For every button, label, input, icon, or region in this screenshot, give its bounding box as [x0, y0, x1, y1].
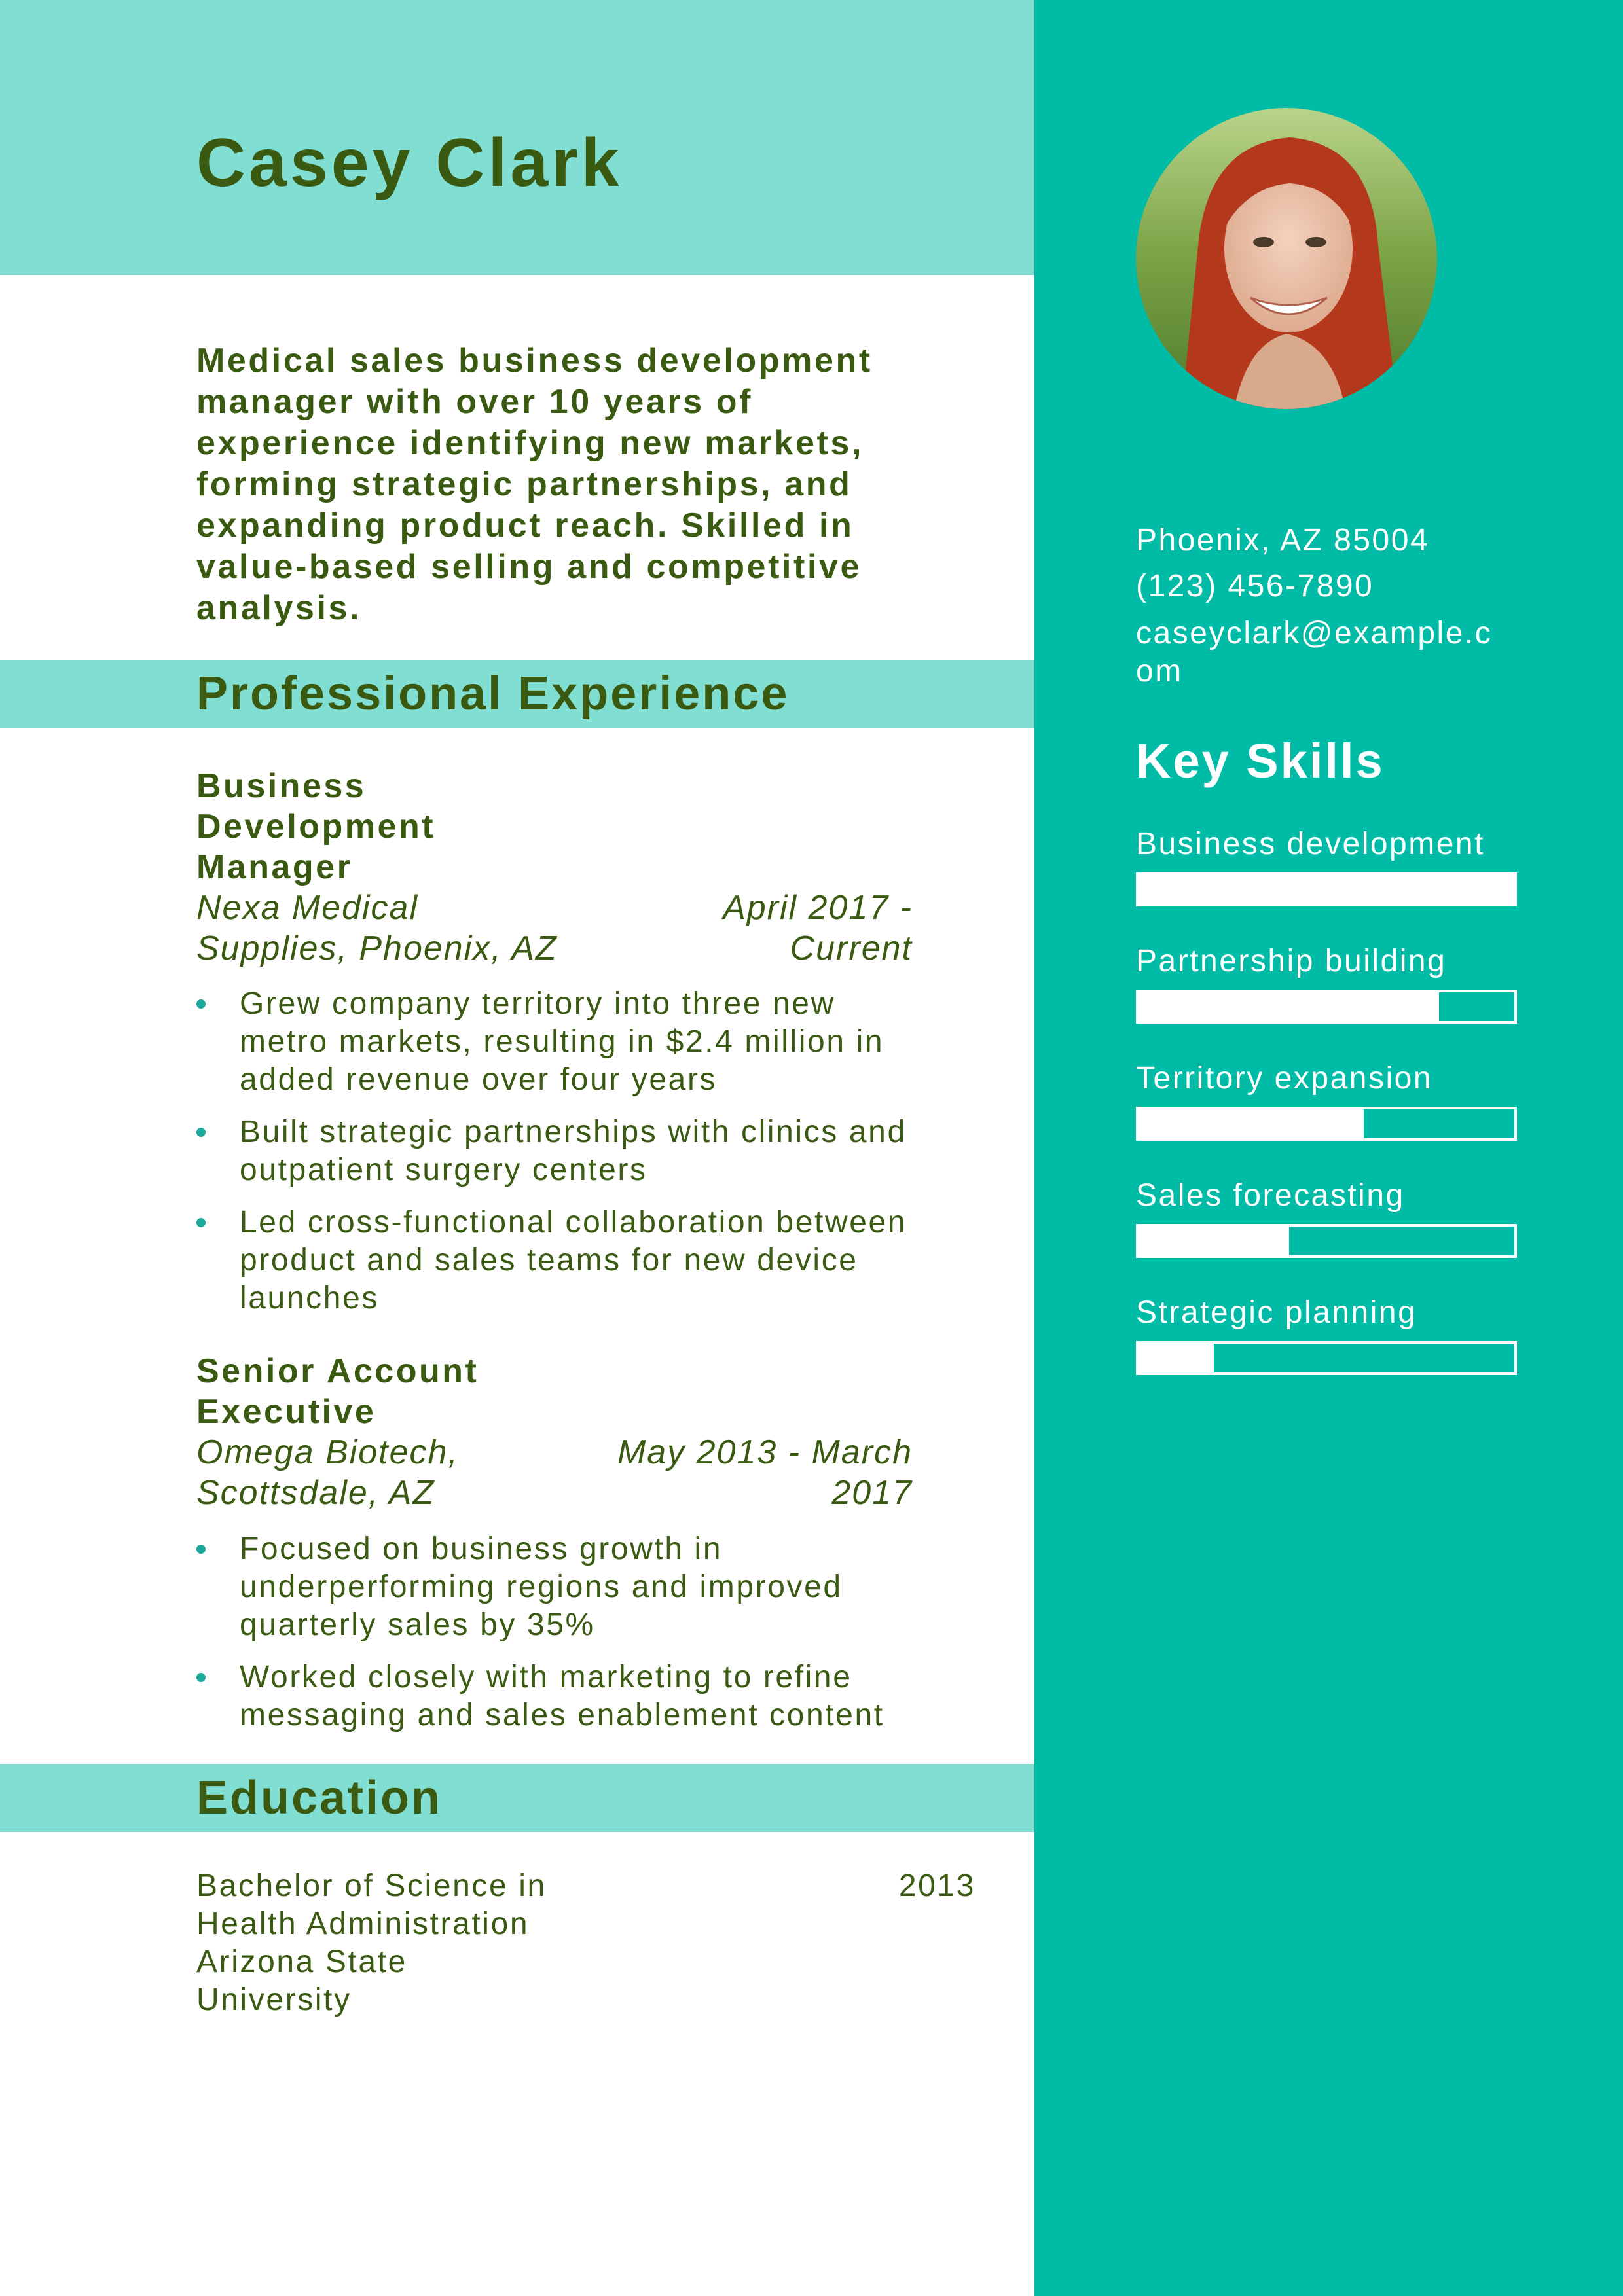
- job-company-line: Scottsdale, AZ: [196, 1474, 435, 1512]
- skills-heading: Key Skills: [1136, 734, 1385, 788]
- job-dates-line: 2017: [831, 1474, 913, 1512]
- skill-bar: [1136, 1341, 1517, 1375]
- education-line: Health Administration: [196, 1907, 530, 1941]
- bullet-line: Led cross-functional collaboration between: [240, 1205, 907, 1240]
- job-company-line: Supplies, Phoenix, AZ: [196, 929, 558, 967]
- skill-bar: [1136, 1107, 1517, 1141]
- job-company: [196, 1432, 563, 1513]
- profile-photo: [1136, 108, 1437, 409]
- education-header-band: [0, 1764, 1034, 1832]
- job-company-line: Omega Biotech,: [196, 1433, 459, 1471]
- bullet-line: outpatient surgery centers: [240, 1153, 647, 1187]
- bullet-item: [196, 1659, 982, 1734]
- job-title-line: Manager: [196, 848, 353, 886]
- bullet-line: Built strategic partnerships with clinics and: [240, 1115, 907, 1149]
- education-heading: Education: [196, 1772, 443, 1824]
- experience-heading: Professional Experience: [196, 668, 790, 720]
- job-bullets: [196, 985, 982, 1332]
- candidate-name: Casey Clark: [196, 125, 623, 201]
- job-company-line: Nexa Medical: [196, 889, 419, 927]
- education-line: Arizona State: [196, 1945, 407, 1979]
- skill-fill: [1139, 875, 1514, 904]
- contact-email[interactable]: [1136, 615, 1529, 691]
- bullet-item: [196, 985, 982, 1099]
- skill-bar: [1136, 872, 1517, 906]
- job-title: [196, 766, 435, 888]
- skill-bar: [1136, 990, 1517, 1024]
- bullet-dot-icon: [196, 1673, 206, 1682]
- skill-fill: [1139, 1344, 1214, 1372]
- bullet-line: messaging and sales enablement content: [240, 1698, 884, 1732]
- education-degree: [196, 1867, 589, 2019]
- skill-fill: [1139, 992, 1439, 1021]
- bullet-item: [196, 1530, 982, 1644]
- bullet-line: added revenue over four years: [240, 1062, 718, 1097]
- bullet-line: launches: [240, 1281, 379, 1316]
- portrait-image: [1136, 108, 1437, 409]
- bullet-line: Focused on business growth in: [240, 1532, 723, 1566]
- bullet-line: Grew company territory into three new: [240, 986, 835, 1021]
- bullet-line: metro markets, resulting in $2.4 million in: [240, 1024, 884, 1059]
- job-title-line: Senior Account: [196, 1352, 479, 1390]
- job-bullets: [196, 1530, 982, 1749]
- skill-label: Sales forecasting: [1136, 1178, 1405, 1213]
- job-title: [196, 1351, 479, 1432]
- skill-label: Partnership building: [1136, 944, 1447, 978]
- contact-email-line: caseyclark@example.c: [1136, 616, 1493, 651]
- education-year: 2013: [898, 1869, 976, 1903]
- bullet-dot-icon: [196, 1545, 206, 1554]
- job-dates: [572, 1432, 913, 1513]
- summary-text: Medical sales business development manager with over 10 years of experience identifying new markets, forming strategic partnerships, and expanding product reach. Skilled in value-based selling and competitive analysis.: [196, 342, 873, 627]
- job-dates-line: May 2013 - March: [617, 1433, 913, 1471]
- job-dates-line: April 2017 -: [723, 889, 913, 927]
- job-title-line: Executive: [196, 1393, 376, 1431]
- bullet-item: [196, 1113, 982, 1189]
- contact-phone: (123) 456-7890: [1136, 569, 1374, 603]
- job-title-line: Development: [196, 808, 436, 846]
- contact-address: Phoenix, AZ 85004: [1136, 523, 1430, 558]
- bullet-line: Worked closely with marketing to refine: [240, 1660, 852, 1695]
- skill-label: Business development: [1136, 827, 1485, 861]
- education-line: Bachelor of Science in: [196, 1869, 547, 1903]
- bullet-line: quarterly sales by 35%: [240, 1607, 595, 1642]
- bullet-dot-icon: [196, 1218, 206, 1227]
- bullet-item: [196, 1204, 982, 1318]
- job-title-line: Business: [196, 767, 367, 805]
- skill-label: Strategic planning: [1136, 1295, 1417, 1330]
- education-line: University: [196, 1982, 352, 2017]
- skill-bar: [1136, 1224, 1517, 1258]
- bullet-line: underperforming regions and improved: [240, 1570, 843, 1604]
- bullet-dot-icon: [196, 999, 206, 1009]
- skill-fill: [1139, 1109, 1364, 1138]
- contact-email-line: om: [1136, 654, 1183, 689]
- job-dates-line: Current: [790, 929, 913, 967]
- skill-fill: [1139, 1227, 1289, 1255]
- skill-label: Territory expansion: [1136, 1061, 1433, 1096]
- job-company: [196, 888, 563, 969]
- bullet-line: product and sales teams for new device: [240, 1243, 858, 1278]
- bullet-dot-icon: [196, 1128, 206, 1137]
- job-dates: [572, 888, 913, 969]
